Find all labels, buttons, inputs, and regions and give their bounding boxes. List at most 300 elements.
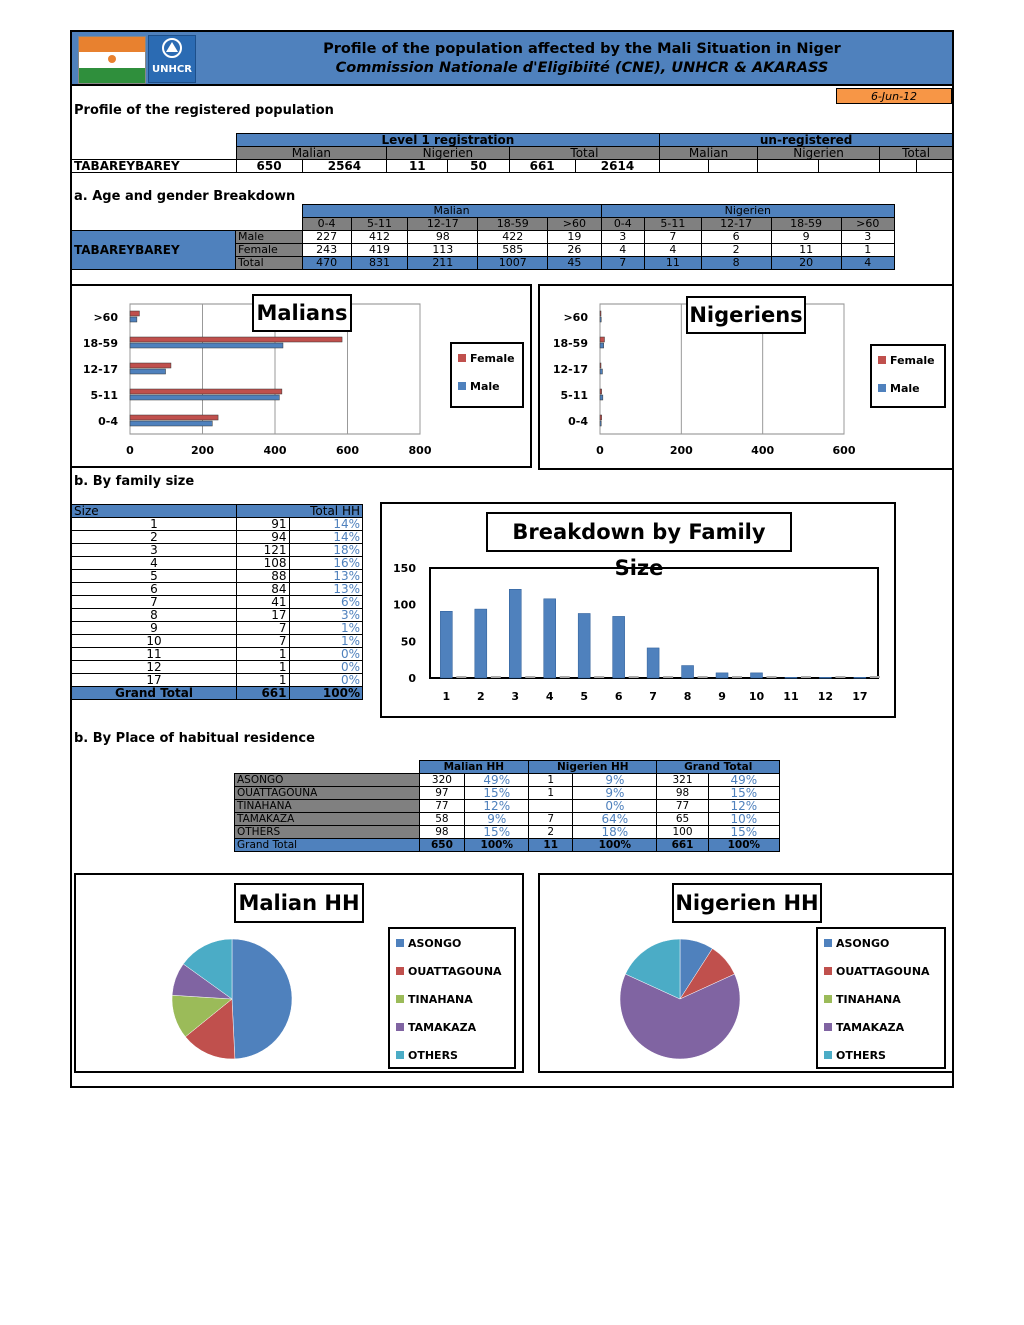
place-name-cell: ASONGO — [235, 774, 420, 787]
place-count-cell: 98 — [419, 826, 465, 839]
family-pct-cell: 6% — [289, 596, 363, 609]
place-row — [235, 800, 780, 813]
family-bar — [440, 611, 452, 678]
unregistered-header: un-registered — [660, 134, 953, 147]
reg-sub-header: Total — [880, 147, 953, 160]
nigerien-hh-legend-item — [818, 1041, 944, 1069]
family-pct-cell: 3% — [289, 609, 363, 622]
swatch-icon — [396, 939, 404, 947]
family-grand-total: 661 — [237, 687, 290, 700]
age-cell-malian: 422 — [478, 231, 548, 244]
malians-bar-male — [130, 369, 166, 374]
family-bar — [475, 609, 487, 678]
nigeriens-chart — [538, 284, 954, 470]
age-cell-malian: 470 — [302, 257, 351, 270]
place-pct-cell: 49% — [465, 774, 529, 787]
reg-cell: 661 — [509, 160, 575, 173]
nigerien-hh-legend-item — [818, 985, 944, 1013]
place-count-cell — [529, 800, 573, 813]
family-total-cell: 1 — [237, 648, 290, 661]
family-pct-cell: 16% — [289, 557, 363, 570]
place-header-nigerien: Nigerien HH — [529, 761, 657, 774]
family-pct-cell: 1% — [289, 622, 363, 635]
malian-hh-legend-item — [390, 985, 514, 1013]
place-count-cell: 321 — [657, 774, 708, 787]
place-count-cell: 98 — [657, 787, 708, 800]
nigeriens-legend — [870, 344, 946, 408]
nigeriens-category-label: 12-17 — [552, 363, 588, 376]
place-pct-cell: 64% — [573, 813, 657, 826]
family-bar — [785, 677, 797, 678]
family-size-chart-title: Breakdown by Family Size — [486, 512, 792, 552]
family-bar-shadow — [698, 676, 708, 678]
age-location-label: TABAREYBAREY — [72, 231, 236, 270]
reg-cell: 2614 — [575, 160, 660, 173]
malians-chart — [70, 284, 532, 468]
family-size-cell: 3 — [72, 544, 237, 557]
level1-header: Level 1 registration — [236, 134, 660, 147]
family-row — [72, 609, 363, 622]
legend-male — [872, 374, 944, 402]
malians-category-label: 5-11 — [90, 389, 118, 402]
niger-flag-icon — [78, 36, 146, 84]
age-range-header: 0-4 — [601, 218, 644, 231]
place-count-cell: 58 — [419, 813, 465, 826]
malians-x-tick: 0 — [126, 444, 134, 457]
malians-bar-male — [130, 343, 283, 348]
female-swatch-icon — [878, 356, 886, 364]
family-bar-shadow — [629, 676, 639, 678]
malian-hh-chart — [74, 873, 524, 1073]
family-x-tick: 4 — [545, 690, 554, 703]
female-swatch-icon — [458, 354, 466, 362]
family-pct-cell: 14% — [289, 531, 363, 544]
family-bar — [613, 616, 625, 678]
place-pct-cell: 12% — [708, 800, 779, 813]
family-bar — [819, 677, 831, 678]
malians-category-label: 18-59 — [82, 337, 118, 350]
family-bar-shadow — [525, 676, 535, 678]
legend-female — [452, 344, 522, 372]
family-row — [72, 531, 363, 544]
nigeriens-x-tick: 0 — [596, 444, 604, 457]
nigeriens-category-label: 18-59 — [552, 337, 588, 350]
malians-bar-female — [130, 337, 342, 342]
family-row — [72, 648, 363, 661]
age-cell-nigerien: 7 — [645, 231, 702, 244]
family-size-cell: 7 — [72, 596, 237, 609]
age-cell-malian: 419 — [351, 244, 408, 257]
place-total-cell: 100% — [708, 839, 779, 852]
family-size-cell: 4 — [72, 557, 237, 570]
family-bar — [509, 589, 521, 678]
malian-hh-legend-item — [390, 957, 514, 985]
family-pct-cell: 0% — [289, 674, 363, 687]
malians-category-label: >60 — [93, 311, 118, 324]
nigeriens-bar-female — [600, 415, 602, 420]
legend-male-label: Male — [470, 379, 500, 393]
age-cell-malian: 227 — [302, 231, 351, 244]
age-cell-nigerien: 11 — [645, 257, 702, 270]
malian-hh-legend-label: ASONGO — [408, 936, 462, 950]
reg-row-label: TABAREYBAREY — [72, 160, 237, 173]
nigeriens-x-tick: 200 — [669, 444, 693, 457]
family-bar — [716, 673, 728, 678]
family-pct-cell: 1% — [289, 635, 363, 648]
age-cell-malian: 1007 — [478, 257, 548, 270]
age-range-header: 5-11 — [351, 218, 408, 231]
family-total-cell: 17 — [237, 609, 290, 622]
family-grand-pct: 100% — [289, 687, 363, 700]
family-pct-cell: 0% — [289, 648, 363, 661]
malians-bar-female — [130, 415, 218, 420]
age-cell-nigerien: 2 — [701, 244, 771, 257]
nigerien-hh-legend-label: TINAHANA — [836, 992, 901, 1006]
family-total-cell: 121 — [237, 544, 290, 557]
age-gender-table — [71, 204, 895, 270]
malians-x-tick: 400 — [263, 444, 287, 457]
malian-hh-slice — [232, 939, 292, 1059]
family-pct-cell: 13% — [289, 570, 363, 583]
malians-bar-male — [130, 421, 212, 426]
place-count-cell: 65 — [657, 813, 708, 826]
age-cell-nigerien: 4 — [645, 244, 702, 257]
place-total-cell: 661 — [657, 839, 708, 852]
nigeriens-category-label: 0-4 — [568, 415, 588, 428]
section-age-title: a. Age and gender Breakdown — [74, 189, 296, 204]
family-y-tick: 100 — [393, 598, 416, 612]
logo-text: UNHCR — [152, 64, 192, 75]
family-bar-shadow — [801, 676, 811, 678]
family-bar-shadow — [835, 676, 845, 678]
nigerien-hh-legend-item — [818, 929, 944, 957]
reg-sub-header: Malian — [236, 147, 387, 160]
swatch-icon — [824, 939, 832, 947]
family-size-cell: 5 — [72, 570, 237, 583]
age-row-label: Total — [236, 257, 303, 270]
place-count-cell: 77 — [419, 800, 465, 813]
nigeriens-bar-female — [600, 311, 601, 316]
reg-sub-header: Malian — [660, 147, 758, 160]
place-count-cell: 2 — [529, 826, 573, 839]
place-count-cell: 1 — [529, 787, 573, 800]
nigerien-hh-legend-label: OTHERS — [836, 1048, 886, 1062]
age-range-header: >60 — [841, 218, 894, 231]
reg-cell — [819, 160, 880, 173]
place-total-cell: 100% — [573, 839, 657, 852]
family-size-cell: 9 — [72, 622, 237, 635]
legend-male-label: Male — [890, 381, 920, 395]
place-count-cell: 320 — [419, 774, 465, 787]
family-bar — [647, 648, 659, 678]
section-place-title: b. By Place of habitual residence — [74, 731, 315, 746]
family-total-cell: 91 — [237, 518, 290, 531]
swatch-icon — [396, 1023, 404, 1031]
age-range-header: 5-11 — [645, 218, 702, 231]
family-pct-cell: 0% — [289, 661, 363, 674]
family-y-tick: 0 — [408, 672, 416, 685]
reg-sub-header: Nigerien — [387, 147, 509, 160]
registration-table — [71, 133, 953, 173]
place-pct-cell: 49% — [708, 774, 779, 787]
nigeriens-bar-female — [600, 337, 604, 342]
family-row — [72, 518, 363, 531]
age-cell-nigerien: 1 — [841, 244, 894, 257]
family-pct-cell: 14% — [289, 518, 363, 531]
family-y-tick: 50 — [400, 635, 416, 649]
malians-x-tick: 200 — [191, 444, 214, 457]
nigerien-hh-legend-item — [818, 957, 944, 985]
malians-bar-male — [130, 395, 279, 400]
family-bar — [854, 677, 866, 678]
report-header — [70, 30, 954, 86]
family-row — [72, 674, 363, 687]
family-size-cell: 17 — [72, 674, 237, 687]
family-bar-shadow — [491, 676, 501, 678]
family-total-cell: 84 — [237, 583, 290, 596]
family-bar-shadow — [663, 676, 673, 678]
age-range-header: >60 — [548, 218, 601, 231]
nigeriens-bar-male — [600, 317, 601, 322]
malians-legend — [450, 342, 524, 408]
report-date: 6-Jun-12 — [836, 88, 952, 104]
family-size-chart — [380, 502, 896, 718]
age-cell-nigerien: 3 — [601, 231, 644, 244]
place-header-malian: Malian HH — [419, 761, 529, 774]
family-row — [72, 544, 363, 557]
family-total-cell: 7 — [237, 635, 290, 648]
family-total-cell: 88 — [237, 570, 290, 583]
family-pct-cell: 18% — [289, 544, 363, 557]
family-bar-shadow — [766, 676, 776, 678]
age-range-header: 12-17 — [701, 218, 771, 231]
family-x-tick: 11 — [783, 690, 799, 703]
section-registered-title: Profile of the registered population — [74, 103, 334, 118]
malians-bar-female — [130, 311, 139, 316]
swatch-icon — [396, 1051, 404, 1059]
malian-hh-legend-item — [390, 1041, 514, 1069]
family-size-cell: 10 — [72, 635, 237, 648]
family-total-header: Total HH — [237, 505, 363, 518]
nigerien-hh-title: Nigerien HH — [672, 883, 822, 923]
malians-category-label: 0-4 — [98, 415, 118, 428]
family-size-cell: 12 — [72, 661, 237, 674]
malian-hh-legend-item — [390, 929, 514, 957]
place-pct-cell: 18% — [573, 826, 657, 839]
place-count-cell: 97 — [419, 787, 465, 800]
malians-x-tick: 600 — [336, 444, 359, 457]
section-family-title: b. By family size — [74, 474, 195, 489]
family-x-tick: 17 — [852, 690, 868, 703]
family-x-tick: 12 — [817, 690, 834, 703]
age-range-header: 18-59 — [478, 218, 548, 231]
nigeriens-chart-title: Nigeriens — [686, 296, 806, 334]
place-pct-cell: 0% — [573, 800, 657, 813]
place-name-cell: OUATTAGOUNA — [235, 787, 420, 800]
nigerien-hh-chart — [538, 873, 954, 1073]
place-name-cell: OTHERS — [235, 826, 420, 839]
nigeriens-bar-male — [600, 343, 604, 348]
family-row — [72, 622, 363, 635]
nigerien-hh-legend — [816, 927, 946, 1069]
family-row — [72, 557, 363, 570]
nigerien-hh-legend-label: OUATTAGOUNA — [836, 964, 930, 978]
family-row — [72, 596, 363, 609]
age-cell-malian: 45 — [548, 257, 601, 270]
reg-cell: 2564 — [302, 160, 387, 173]
family-row — [72, 570, 363, 583]
age-cell-nigerien: 20 — [771, 257, 841, 270]
nigeriens-category-label: >60 — [563, 311, 588, 324]
place-total-cell: 100% — [465, 839, 529, 852]
swatch-icon — [396, 995, 404, 1003]
age-cell-malian: 19 — [548, 231, 601, 244]
malian-hh-title: Malian HH — [234, 883, 364, 923]
malian-hh-legend-label: TINAHANA — [408, 992, 473, 1006]
legend-female-label: Female — [890, 353, 935, 367]
place-row — [235, 787, 780, 800]
reg-sub-header: Nigerien — [757, 147, 879, 160]
family-size-cell: 6 — [72, 583, 237, 596]
family-size-cell: 11 — [72, 648, 237, 661]
family-total-cell: 1 — [237, 661, 290, 674]
age-range-header: 0-4 — [302, 218, 351, 231]
swatch-icon — [824, 1023, 832, 1031]
swatch-icon — [824, 1051, 832, 1059]
malians-x-tick: 800 — [408, 444, 432, 457]
family-x-tick: 1 — [442, 690, 451, 703]
place-pct-cell: 15% — [465, 787, 529, 800]
malian-hh-legend — [388, 927, 516, 1069]
place-total-cell: 11 — [529, 839, 573, 852]
age-cell-malian: 585 — [478, 244, 548, 257]
reg-cell — [880, 160, 916, 173]
age-cell-nigerien: 4 — [841, 257, 894, 270]
age-cell-nigerien: 7 — [601, 257, 644, 270]
age-nigerien-header: Nigerien — [601, 205, 894, 218]
reg-cell — [660, 160, 709, 173]
place-count-cell: 77 — [657, 800, 708, 813]
nigeriens-category-label: 5-11 — [560, 389, 588, 402]
family-bar — [682, 666, 694, 678]
place-residence-table — [234, 760, 780, 852]
reg-cell — [709, 160, 758, 173]
family-bar-shadow — [870, 676, 880, 678]
reg-cell: 50 — [448, 160, 509, 173]
place-pct-cell: 9% — [465, 813, 529, 826]
place-header-total: Grand Total — [657, 761, 780, 774]
place-name-cell: TAMAKAZA — [235, 813, 420, 826]
malian-hh-legend-label: OTHERS — [408, 1048, 458, 1062]
place-pct-cell: 10% — [708, 813, 779, 826]
place-row — [235, 813, 780, 826]
reg-cell — [916, 160, 952, 173]
family-total-cell: 41 — [237, 596, 290, 609]
malian-hh-legend-item — [390, 1013, 514, 1041]
malian-hh-legend-label: OUATTAGOUNA — [408, 964, 502, 978]
place-count-cell: 7 — [529, 813, 573, 826]
family-x-tick: 3 — [511, 690, 520, 703]
place-row — [235, 826, 780, 839]
place-count-cell: 100 — [657, 826, 708, 839]
place-row — [235, 774, 780, 787]
family-row — [72, 635, 363, 648]
malians-bar-female — [130, 363, 171, 368]
family-bar — [750, 673, 762, 678]
swatch-icon — [396, 967, 404, 975]
malians-category-label: 12-17 — [82, 363, 118, 376]
family-x-tick: 2 — [476, 690, 485, 703]
family-size-cell: 1 — [72, 518, 237, 531]
reg-cell — [757, 160, 818, 173]
age-cell-nigerien: 6 — [701, 231, 771, 244]
place-pct-cell: 15% — [465, 826, 529, 839]
age-cell-malian: 26 — [548, 244, 601, 257]
family-pct-cell: 13% — [289, 583, 363, 596]
family-x-tick: 9 — [718, 690, 726, 703]
place-pct-cell: 15% — [708, 787, 779, 800]
nigeriens-x-tick: 400 — [751, 444, 775, 457]
family-bar — [578, 613, 590, 678]
family-grand-total-label: Grand Total — [72, 687, 237, 700]
age-row-label: Male — [236, 231, 303, 244]
family-x-tick: 5 — [580, 690, 589, 703]
place-pct-cell: 12% — [465, 800, 529, 813]
place-pct-cell: 15% — [708, 826, 779, 839]
family-size-header: Size — [72, 505, 237, 518]
reg-cell: 11 — [387, 160, 448, 173]
age-cell-malian: 113 — [408, 244, 478, 257]
swatch-icon — [824, 995, 832, 1003]
family-total-cell: 1 — [237, 674, 290, 687]
nigeriens-bar-male — [600, 369, 602, 374]
family-bar-shadow — [456, 676, 466, 678]
age-cell-malian: 98 — [408, 231, 478, 244]
male-swatch-icon — [458, 382, 466, 390]
legend-female — [872, 346, 944, 374]
malians-chart-title: Malians — [252, 294, 352, 332]
age-cell-nigerien: 8 — [701, 257, 771, 270]
family-total-cell: 7 — [237, 622, 290, 635]
place-total-cell: 650 — [419, 839, 465, 852]
family-bar-shadow — [560, 676, 570, 678]
age-cell-malian: 412 — [351, 231, 408, 244]
family-x-tick: 7 — [649, 690, 657, 703]
age-cell-malian: 211 — [408, 257, 478, 270]
nigeriens-bar-male — [600, 421, 601, 426]
male-swatch-icon — [878, 384, 886, 392]
nigeriens-bar-female — [600, 363, 601, 368]
age-cell-malian: 831 — [351, 257, 408, 270]
malians-bar-male — [130, 317, 137, 322]
age-range-header: 18-59 — [771, 218, 841, 231]
family-size-table — [71, 504, 363, 700]
report-title: Profile of the population affected by the Mali Situation in Niger — [323, 41, 841, 57]
place-total-label: Grand Total — [235, 839, 420, 852]
report-subtitle: Commission Nationale d'Eligibiité (CNE), UNHCR & AKARASS — [335, 60, 829, 76]
family-x-tick: 6 — [614, 690, 623, 703]
age-cell-nigerien: 11 — [771, 244, 841, 257]
age-malian-header: Malian — [302, 205, 601, 218]
place-name-cell: TINAHANA — [235, 800, 420, 813]
nigeriens-x-tick: 600 — [832, 444, 856, 457]
age-range-header: 12-17 — [408, 218, 478, 231]
swatch-icon — [824, 967, 832, 975]
nigerien-hh-legend-label: TAMAKAZA — [836, 1020, 905, 1034]
legend-male — [452, 372, 522, 400]
family-bar-shadow — [594, 676, 604, 678]
unhcr-logo-icon — [148, 35, 196, 83]
